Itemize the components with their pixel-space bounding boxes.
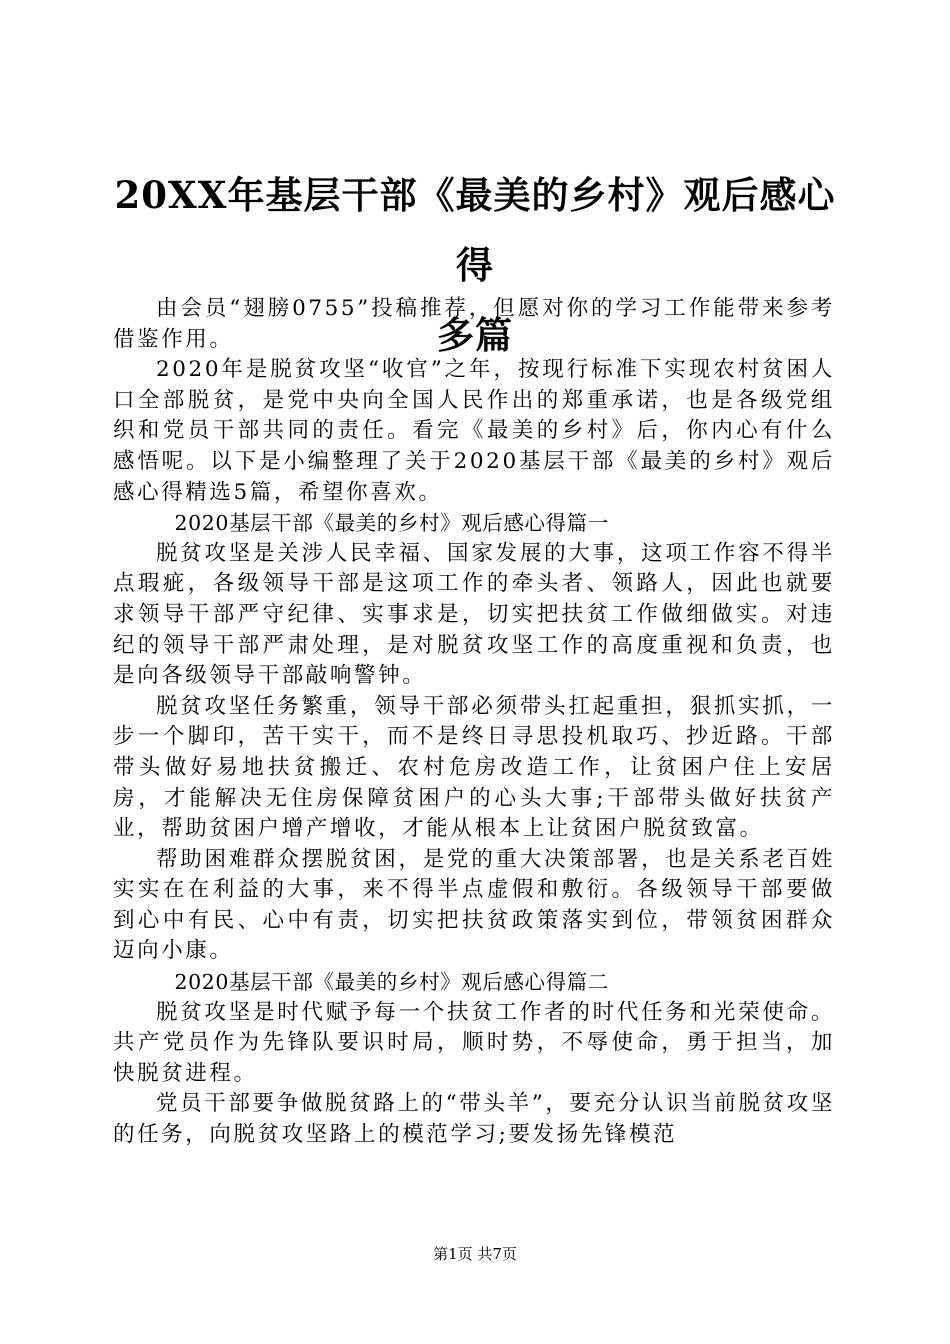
paragraph: 党员干部要争做脱贫路上的“带头羊”，要充分认识当前脱贫攻坚的任务，向脱贫攻坚路上的模范学习;要发扬先锋模范 <box>113 1091 835 1148</box>
page-number-footer: 第1页 共7页 <box>433 1245 517 1263</box>
title-line-2: 多篇 <box>437 313 513 357</box>
title-line-1: 20XX年基层干部《最美的乡村》观后感心得 <box>114 173 836 287</box>
paragraph: 脱贫攻坚任务繁重，领导干部必须带头扛起重担，狠抓实抓，一步一个脚印，苦干实干，而不是终日寻思投机取巧、抄近路。干部带头做好易地扶贫搬迁、农村危房改造工作，让贫困户住上安居房，才能解决无住房保障贫困户的心头大事;干部带头做好扶贫产业，帮助贫困户增产增收，才能从根本上让贫困户脱贫致富。 <box>113 693 835 842</box>
section-heading: 2020基层干部《最美的乡村》观后感心得篇二 <box>174 970 609 995</box>
paragraph: 脱贫攻坚是关涉人民幸福、国家发展的大事，这项工作容不得半点瑕疵，各级领导干部是这项工作的牵头者、领路人，因此也就要求领导干部严守纪律、实事求是，切实把扶贫工作做细做实。对违纪的领导干部严肃处理，是对脱贫攻坚工作的高度重视和负责，也是向各级领导干部敲响警钟。 <box>113 540 835 689</box>
paragraph: 帮助困难群众摆脱贫困，是党的重大决策部署，也是关系老百姓实实在在利益的大事，来不得半点虚假和敷衍。各级领导干部要做到心中有民、心中有责，切实把扶贫政策落实到位，带领贫困群众迈向小康。 <box>113 846 835 964</box>
paragraph: 脱贫攻坚是时代赋予每一个扶贫工作者的时代任务和光荣使命。共产党员作为先锋队要识时局，顺时势，不辱使命，勇于担当，加快脱贫进程。 <box>113 999 835 1086</box>
paragraph: 由会员“翅膀0755”投稿推荐，但愿对你的学习工作能带来参考借鉴作用。 <box>113 296 835 352</box>
document-body <box>113 294 835 1151</box>
section-heading: 2020基层干部《最美的乡村》观后感心得篇一 <box>174 511 609 536</box>
paragraph: 2020年是脱贫攻坚“收官”之年，按现行标准下实现农村贫困人口全部脱贫，是党中央向全国人民作出的郑重承诺，也是各级党组织和党员干部共同的责任。看完《最美的乡村》后，你内心有什么感悟呢。以下是小编整理了关于2020基层干部《最美的乡村》观后感心得精选5篇，希望你喜欢。 <box>113 357 835 505</box>
